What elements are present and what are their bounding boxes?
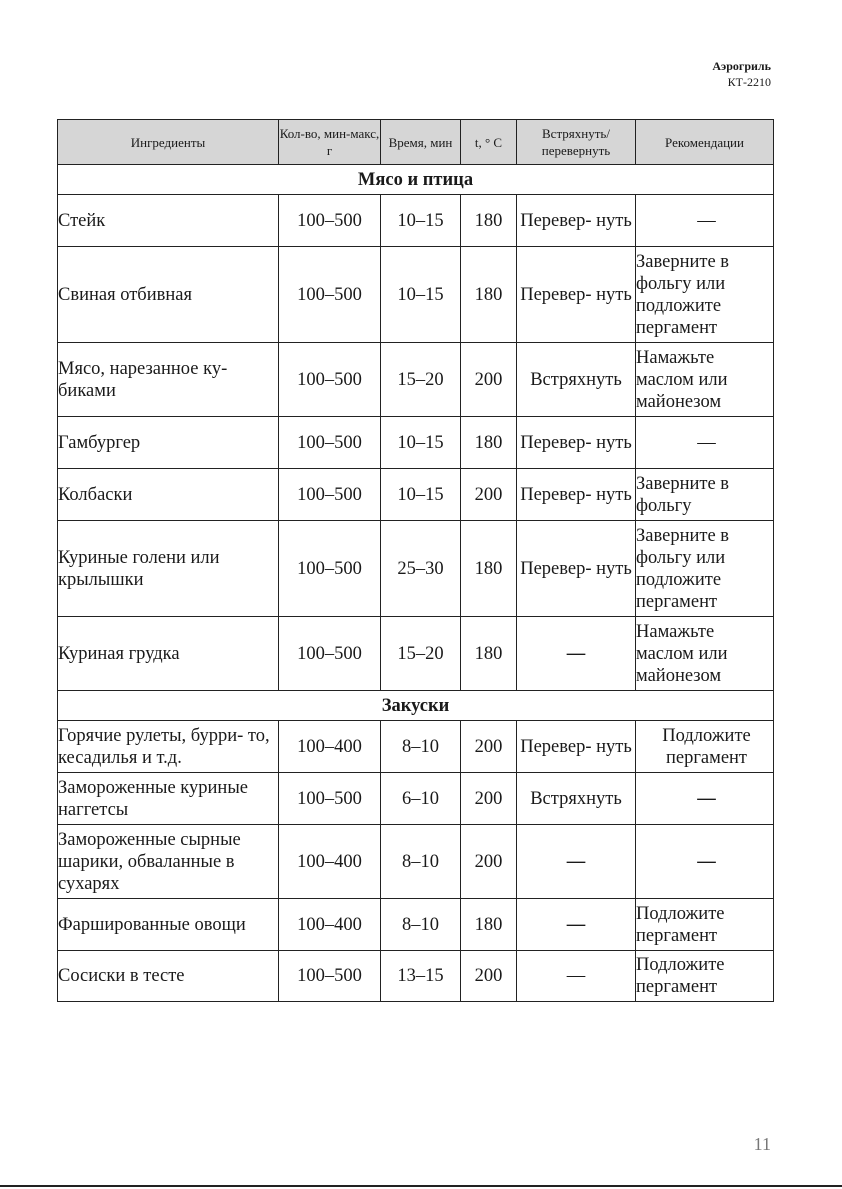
ingredient-cell: Замороженные куриные наггетсы xyxy=(58,773,279,825)
table-row xyxy=(58,195,774,247)
quantity-cell: 100–500 xyxy=(279,247,381,343)
ingredient-cell: Свиная отбивная xyxy=(58,247,279,343)
time-cell: 10–15 xyxy=(381,469,461,521)
recommendation-cell: Подложите пергамент xyxy=(636,951,774,1002)
quantity-cell: 100–500 xyxy=(279,617,381,691)
time-cell: 10–15 xyxy=(381,195,461,247)
ingredient-cell: Гамбургер xyxy=(58,417,279,469)
action-cell: Встряхнуть xyxy=(517,343,636,417)
action-cell: — xyxy=(517,617,636,691)
action-cell: Перевер- нуть xyxy=(517,521,636,617)
time-cell: 8–10 xyxy=(381,721,461,773)
table-row xyxy=(58,617,774,691)
ingredient-cell: Колбаски xyxy=(58,469,279,521)
ingredient-cell: Фаршированные овощи xyxy=(58,899,279,951)
recommendation-cell: — xyxy=(636,825,774,899)
quantity-cell: 100–500 xyxy=(279,343,381,417)
quantity-cell: 100–500 xyxy=(279,469,381,521)
time-cell: 10–15 xyxy=(381,247,461,343)
document-header xyxy=(712,58,771,90)
time-cell: 8–10 xyxy=(381,825,461,899)
header-model: КТ-2210 xyxy=(727,75,771,89)
ingredient-cell: Стейк xyxy=(58,195,279,247)
recommendation-cell: Намажьте маслом или майонезом xyxy=(636,343,774,417)
action-cell: Перевер- нуть xyxy=(517,721,636,773)
temperature-cell: 180 xyxy=(461,247,517,343)
temperature-cell: 200 xyxy=(461,951,517,1002)
quantity-cell: 100–400 xyxy=(279,721,381,773)
section-row xyxy=(58,691,774,721)
section-title: Закуски xyxy=(58,691,774,721)
temperature-cell: 180 xyxy=(461,617,517,691)
table-row xyxy=(58,343,774,417)
recommendation-cell: — xyxy=(636,773,774,825)
action-cell: Перевер- нуть xyxy=(517,195,636,247)
temperature-cell: 180 xyxy=(461,899,517,951)
temperature-cell: 180 xyxy=(461,521,517,617)
action-cell: — xyxy=(517,951,636,1002)
recommendation-cell: Подложите пергамент xyxy=(636,721,774,773)
recommendation-cell: — xyxy=(636,417,774,469)
table-row xyxy=(58,825,774,899)
section-title: Мясо и птица xyxy=(58,165,774,195)
bottom-rule xyxy=(0,1185,842,1187)
cooking-table xyxy=(57,119,774,1002)
temperature-cell: 180 xyxy=(461,417,517,469)
page-number: 11 xyxy=(753,1134,771,1154)
table-header-row xyxy=(58,120,774,165)
quantity-cell: 100–500 xyxy=(279,951,381,1002)
recommendation-cell: — xyxy=(636,195,774,247)
quantity-cell: 100–400 xyxy=(279,899,381,951)
time-cell: 8–10 xyxy=(381,899,461,951)
table-row xyxy=(58,521,774,617)
temperature-cell: 200 xyxy=(461,469,517,521)
recommendation-cell: Подложите пергамент xyxy=(636,899,774,951)
ingredient-cell: Куриные голени или крылышки xyxy=(58,521,279,617)
table-row xyxy=(58,951,774,1002)
temperature-cell: 200 xyxy=(461,721,517,773)
action-cell: — xyxy=(517,899,636,951)
header-brand: Аэрогриль xyxy=(712,59,771,73)
quantity-cell: 100–500 xyxy=(279,521,381,617)
ingredient-cell: Горячие рулеты, бурри- то, кесадилья и т.д. xyxy=(58,721,279,773)
temperature-cell: 180 xyxy=(461,195,517,247)
table-row xyxy=(58,417,774,469)
quantity-cell: 100–500 xyxy=(279,195,381,247)
recommendation-cell: Намажьте маслом или майонезом xyxy=(636,617,774,691)
section-row xyxy=(58,165,774,195)
time-cell: 15–20 xyxy=(381,343,461,417)
temperature-cell: 200 xyxy=(461,343,517,417)
action-cell: Перевер- нуть xyxy=(517,417,636,469)
column-header-quantity: Кол-во, мин-макс, г xyxy=(279,120,381,165)
table-row xyxy=(58,773,774,825)
quantity-cell: 100–500 xyxy=(279,417,381,469)
time-cell: 25–30 xyxy=(381,521,461,617)
action-cell: Перевер- нуть xyxy=(517,247,636,343)
table-row xyxy=(58,721,774,773)
action-cell: Перевер- нуть xyxy=(517,469,636,521)
time-cell: 6–10 xyxy=(381,773,461,825)
column-header-ingredients: Ингредиенты xyxy=(58,120,279,165)
ingredient-cell: Мясо, нарезанное ку- биками xyxy=(58,343,279,417)
table-row xyxy=(58,247,774,343)
time-cell: 13–15 xyxy=(381,951,461,1002)
recommendation-cell: Заверните в фольгу или подложите пергамент xyxy=(636,521,774,617)
table-row xyxy=(58,469,774,521)
time-cell: 15–20 xyxy=(381,617,461,691)
ingredient-cell: Куриная грудка xyxy=(58,617,279,691)
time-cell: 10–15 xyxy=(381,417,461,469)
recommendation-cell: Заверните в фольгу xyxy=(636,469,774,521)
column-header-shake-flip: Встряхнуть/ перевернуть xyxy=(517,120,636,165)
temperature-cell: 200 xyxy=(461,773,517,825)
action-cell: — xyxy=(517,825,636,899)
column-header-recommendations: Рекомендации xyxy=(636,120,774,165)
action-cell: Встряхнуть xyxy=(517,773,636,825)
column-header-time: Время, мин xyxy=(381,120,461,165)
temperature-cell: 200 xyxy=(461,825,517,899)
ingredient-cell: Сосиски в тесте xyxy=(58,951,279,1002)
column-header-temperature: t, ° C xyxy=(461,120,517,165)
recommendation-cell: Заверните в фольгу или подложите пергамент xyxy=(636,247,774,343)
ingredient-cell: Замороженные сырные шарики, обваланные в сухарях xyxy=(58,825,279,899)
table-row xyxy=(58,899,774,951)
quantity-cell: 100–500 xyxy=(279,773,381,825)
quantity-cell: 100–400 xyxy=(279,825,381,899)
